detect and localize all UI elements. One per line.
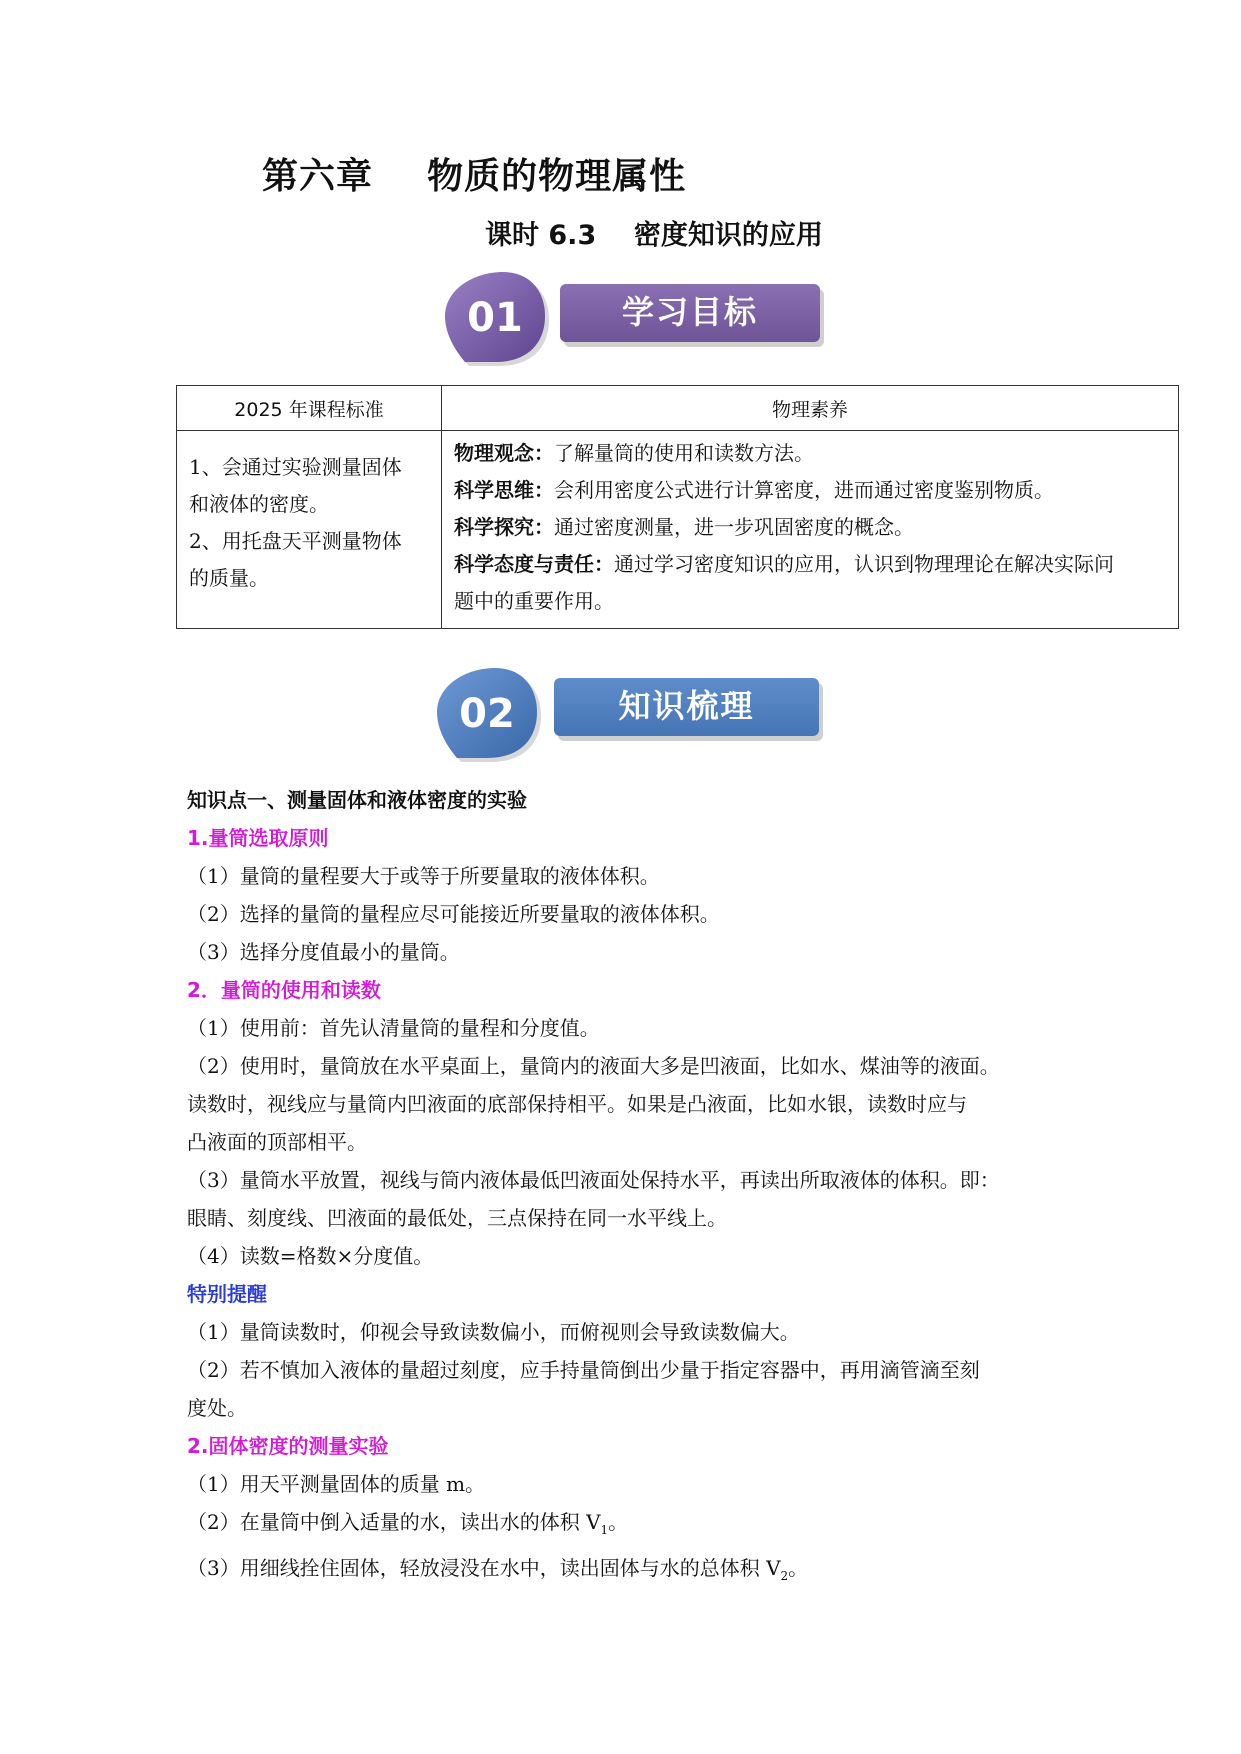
- section-number-01: 01: [467, 295, 523, 341]
- section-banner-knowledge: [437, 662, 827, 762]
- knowledge-point-title: 知识点一、测量固体和液体密度的实验: [187, 788, 527, 812]
- standard-line: 2、用托盘天平测量物体: [189, 529, 402, 553]
- section-number-02: 02: [459, 691, 515, 737]
- paragraph: 读数时，视线应与量筒内凹液面的底部保持相平。如果是凸液面，比如水银，读数时应与: [187, 1092, 967, 1116]
- chapter-title: 第六章 物质的物理属性: [262, 156, 687, 197]
- paragraph: （2）若不慎加入液体的量超过刻度，应手持量筒倒出少量于指定容器中，再用滴管滴至刻: [187, 1358, 980, 1382]
- literacy-line: 科学探究：通过密度测量，进一步巩固密度的概念。: [454, 515, 914, 539]
- paragraph: （3）量筒水平放置，视线与筒内液体最低凹液面处保持水平，再读出所取液体的体积。即：: [187, 1168, 1000, 1192]
- subheading: 2．量筒的使用和读数: [187, 978, 381, 1002]
- lesson-title: 课时 6.3 密度知识的应用: [485, 220, 823, 251]
- standards-cell: [177, 431, 442, 629]
- paragraph: （1）使用前：首先认清量筒的量程和分度值。: [187, 1016, 600, 1040]
- note-heading: 特别提醒: [187, 1282, 267, 1306]
- standard-line: 的质量。: [189, 566, 269, 590]
- literacy-cell: [442, 431, 1179, 629]
- section-banner-objectives: [445, 266, 825, 366]
- section-label-knowledge: 知识梳理: [554, 678, 819, 736]
- paragraph: 凸液面的顶部相平。: [187, 1130, 367, 1154]
- literacy-line: 题中的重要作用。: [454, 589, 614, 613]
- subheading: 1.量筒选取原则: [187, 826, 329, 850]
- standard-line: 和液体的密度。: [189, 492, 329, 516]
- paragraph: （3）用细线拴住固体，轻放浸没在水中，读出固体与水的总体积 $V_2$。: [187, 1556, 809, 1583]
- section-number-badge-icon: [445, 266, 555, 366]
- section-label-objectives: 学习目标: [560, 284, 820, 342]
- header-standard: 2025 年课程标准: [177, 386, 442, 431]
- paragraph: （2）选择的量筒的量程应尽可能接近所要量取的液体体积。: [187, 902, 720, 926]
- literacy-line: 科学态度与责任：通过学习密度知识的应用，认识到物理理论在解决实际问: [454, 552, 1114, 576]
- literacy-line: 科学思维：会利用密度公式进行计算密度，进而通过密度鉴别物质。: [454, 478, 1054, 502]
- paragraph: 眼睛、刻度线、凹液面的最低处，三点保持在同一水平线上。: [187, 1206, 727, 1230]
- knowledge-content: [187, 781, 1067, 1595]
- standard-line: 1、会通过实验测量固体: [189, 455, 402, 479]
- paragraph: （2）在量筒中倒入适量的水，读出水的体积 $V_1$。: [187, 1510, 629, 1537]
- paragraph: （3）选择分度值最小的量筒。: [187, 940, 460, 964]
- literacy-line: 物理观念：了解量筒的使用和读数方法。: [454, 441, 814, 465]
- paragraph: （4）读数=格数×分度值。: [187, 1244, 434, 1268]
- section-number-badge-icon: [437, 662, 547, 762]
- paragraph: 度处。: [187, 1396, 247, 1420]
- objectives-table: [176, 385, 1179, 629]
- paragraph: （1）量筒的量程要大于或等于所要量取的液体体积。: [187, 864, 660, 888]
- paragraph: （1）用天平测量固体的质量 m。: [187, 1472, 486, 1496]
- paragraph: （1）量筒读数时，仰视会导致读数偏小，而俯视则会导致读数偏大。: [187, 1320, 800, 1344]
- subheading: 2.固体密度的测量实验: [187, 1434, 389, 1458]
- paragraph: （2）使用时，量筒放在水平桌面上，量筒内的液面大多是凹液面，比如水、煤油等的液面。: [187, 1054, 1000, 1078]
- header-literacy: 物理素养: [442, 386, 1179, 431]
